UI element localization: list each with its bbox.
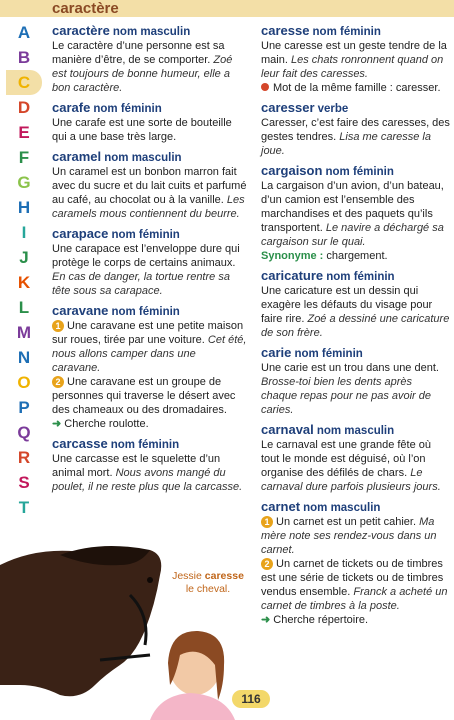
alphabet-letter-e[interactable]: E — [18, 123, 30, 142]
definition: Une caresse est un geste tendre de la main. — [261, 40, 447, 66]
part-of-speech: nom masculin — [112, 26, 191, 38]
caption-text: Jessie — [172, 570, 205, 582]
headword: caramel — [52, 149, 102, 164]
headword: caravane — [52, 303, 109, 318]
arrow-right-icon: ➜ — [52, 418, 62, 430]
entry-caresser — [261, 101, 451, 158]
alphabet-letter-o[interactable]: O — [17, 373, 31, 392]
headword: cargaison — [261, 163, 323, 178]
example: En cas de danger, la tortue rentre sa tête sous sa carapace. — [52, 271, 230, 297]
part-of-speech: nom féminin — [93, 103, 162, 115]
part-of-speech: nom féminin — [111, 229, 180, 241]
definition: Une carapace est l’enveloppe dure qui protège le corps de certains animaux. — [52, 243, 240, 269]
definition: Une caricature est un dessin qui exagère les défauts du visage pour faire rire. — [261, 285, 433, 325]
example: Lisa me caresse la joue. — [261, 131, 431, 157]
headword: caricature — [261, 268, 324, 283]
alphabet-letter-r[interactable]: R — [17, 448, 31, 467]
definition: Le caractère d’une personne est sa manière d’être, de se comporter. — [52, 40, 225, 66]
see-also: Cherche répertoire. — [273, 614, 369, 626]
part-of-speech: nom féminin — [110, 439, 180, 451]
definition: Une caravane est un groupe de personnes qui traverse le désert avec des chameaux ou des dromadaires. — [52, 376, 236, 416]
headword: caresser — [261, 100, 315, 115]
sense-number: 2 — [52, 376, 64, 388]
caption-text: le cheval. — [185, 583, 231, 595]
left-column — [52, 24, 247, 500]
part-of-speech: nom masculin — [316, 425, 395, 437]
entry-caractere — [52, 24, 247, 95]
definition: Une carafe est une sorte de bouteille qui a une base très large. — [52, 117, 232, 143]
alphabet-letter-n[interactable]: N — [17, 348, 31, 367]
example: Les chats ronronnent quand on leur fait des caresses. — [261, 54, 444, 80]
definition: Une caravane est une petite maison sur roues, tirée par une voiture. — [52, 320, 244, 346]
entry-caresse — [261, 24, 451, 95]
definition: Un carnet est un petit cahier. — [276, 516, 417, 528]
entry-caravane — [52, 304, 247, 431]
example: Nous avons mangé du poulet, il ne reste plus que la carcasse. — [52, 467, 243, 493]
horse-girl-illustration — [0, 535, 250, 720]
entry-carapace — [52, 227, 247, 298]
image-caption — [168, 570, 248, 596]
part-of-speech: nom féminin — [326, 271, 395, 283]
part-of-speech: nom féminin — [294, 348, 363, 360]
example: Cet été, nous allons camper dans une caravane. — [52, 334, 247, 374]
example: Franck a acheté un carnet de timbres à la poste. — [261, 586, 448, 612]
arrow-right-icon: ➜ — [261, 614, 271, 626]
definition: Le carnaval est une grande fête où tout le monde est déguisé, où l’on organise des défilés de chars. — [261, 439, 432, 479]
definition: Caresser, c’est faire des caresses, des gestes tendres. — [261, 117, 450, 143]
headword: caresse — [261, 23, 310, 38]
part-of-speech: nom féminin — [111, 306, 180, 318]
alphabet-letter-b[interactable]: B — [17, 48, 31, 67]
right-column — [261, 24, 451, 633]
definition: La cargaison d’un avion, d’un bateau, d’un camion est l’ensemble des marchandises et des paquets qu’ils transportent. — [261, 180, 444, 234]
entry-carcasse — [52, 437, 247, 494]
word-family: Mot de la même famille : caresser. — [273, 82, 441, 94]
entry-carnaval — [261, 423, 451, 494]
alphabet-letter-c[interactable]: C — [6, 70, 42, 95]
entry-carafe — [52, 101, 247, 144]
entry-carnet — [261, 500, 451, 627]
example: Brosse-toi bien les dents après chaque repas pour ne pas avoir de caries. — [261, 376, 432, 416]
alphabet-letter-d[interactable]: D — [17, 98, 31, 117]
alphabet-letter-a[interactable]: A — [17, 23, 31, 42]
entry-carie — [261, 346, 451, 417]
alphabet-letter-p[interactable]: P — [18, 398, 30, 417]
alphabet-letter-q[interactable]: Q — [17, 423, 31, 442]
page-header — [0, 0, 454, 17]
definition: Un caramel est un bonbon marron fait avec du sucre et du lait cuits et parfumé au café, au chocolat ou à la vanille. — [52, 166, 247, 206]
definition: Une carcasse est le squelette d’un animal mort. — [52, 453, 221, 479]
alphabet-letter-f[interactable]: F — [18, 148, 30, 167]
part-of-speech: nom masculin — [303, 502, 381, 514]
part-of-speech: verbe — [317, 103, 349, 115]
alphabet-letter-t[interactable]: T — [18, 498, 30, 517]
alphabet-letter-g[interactable]: G — [17, 173, 31, 192]
sense-number: 2 — [261, 558, 273, 570]
entry-cargaison — [261, 164, 451, 263]
example: Ma mère note ses rendez-vous dans un carnet. — [261, 516, 437, 556]
entry-caramel — [52, 150, 247, 221]
entry-caricature — [261, 269, 451, 340]
example: Le navire a déchargé sa cargaison sur le quai. — [261, 222, 444, 248]
headword: carafe — [52, 100, 91, 115]
headword: carcasse — [52, 436, 108, 451]
alphabet-letter-m[interactable]: M — [16, 323, 32, 342]
alphabet-index — [6, 20, 42, 520]
headword: carnaval — [261, 422, 314, 437]
definition: Un carnet de tickets ou de timbres est une série de tickets ou de timbres vendus ensemble. — [261, 558, 444, 598]
example: Le carnaval dure parfois plusieurs jours. — [261, 467, 441, 493]
sense-number: 1 — [261, 516, 273, 528]
headword: carie — [261, 345, 292, 360]
synonym-label: Synonyme : — [261, 250, 324, 262]
alphabet-letter-j[interactable]: J — [19, 248, 29, 267]
synonym: chargement. — [326, 250, 388, 262]
part-of-speech: nom féminin — [312, 26, 381, 38]
sense-number: 1 — [52, 320, 64, 332]
header-title: caractère — [52, 0, 119, 17]
headword: caractère — [52, 23, 110, 38]
part-of-speech: nom masculin — [104, 152, 182, 164]
example: Les caramels mous contiennent du beurre. — [52, 194, 245, 220]
alphabet-letter-s[interactable]: S — [18, 473, 30, 492]
definition: Une carie est un trou dans une dent. — [261, 362, 439, 374]
alphabet-letter-l[interactable]: L — [18, 298, 30, 317]
page-number: 116 — [232, 690, 270, 708]
example: Zoé est toujours de bonne humeur, elle a bon caractère. — [52, 54, 233, 94]
see-also: Cherche roulotte. — [64, 418, 149, 430]
caption-bold: caresse — [204, 570, 244, 582]
alphabet-letter-h[interactable]: H — [17, 198, 31, 217]
headword: carnet — [261, 499, 301, 514]
bullet-icon — [261, 83, 269, 91]
part-of-speech: nom féminin — [325, 166, 394, 178]
example: Zoé a dessiné une caricature de son frère. — [261, 313, 450, 339]
alphabet-letter-i[interactable]: I — [21, 223, 27, 242]
alphabet-letter-k[interactable]: K — [17, 273, 31, 292]
headword: carapace — [52, 226, 109, 241]
